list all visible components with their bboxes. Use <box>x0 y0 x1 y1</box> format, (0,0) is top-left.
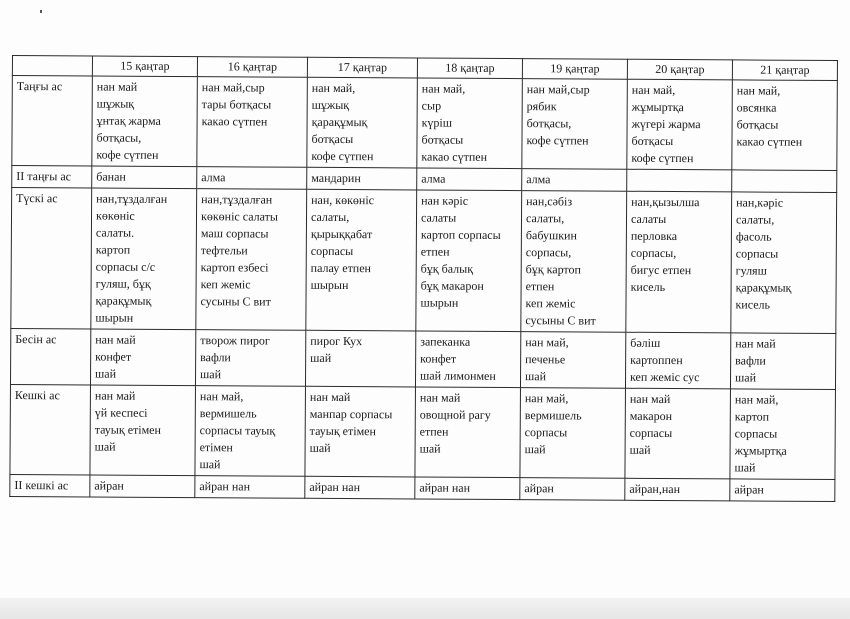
menu-cell <box>730 479 835 502</box>
menu-cell <box>196 189 307 331</box>
menu-cell <box>307 77 418 168</box>
menu-line: шырын <box>95 310 134 325</box>
menu-cell <box>625 388 731 479</box>
menu-line: кеп жеміс сус <box>630 369 700 385</box>
menu-line: какао сүтпен <box>201 114 268 129</box>
menu-line: какао сүтпен <box>736 134 803 149</box>
menu-cell <box>731 192 837 334</box>
menu-line: картоп <box>734 409 770 424</box>
menu-line: сыр <box>421 98 442 113</box>
menu-line: қарақұмық <box>311 114 368 130</box>
menu-cell <box>627 169 732 192</box>
menu-cell <box>415 477 520 500</box>
menu-line: айран <box>94 478 124 493</box>
menu-line: гуляш, бұқ <box>95 276 151 291</box>
menu-line: кофе сүтпен <box>526 133 589 148</box>
menu-line: нан май <box>735 336 776 351</box>
menu-line: вермишель <box>199 406 257 421</box>
menu-line: бабушкин <box>525 228 577 243</box>
menu-line: нан, көкөніс <box>311 192 375 208</box>
menu-line: салаты, <box>525 211 565 226</box>
menu-line: вермишель <box>524 408 582 423</box>
menu-line: қарақұмық <box>735 280 792 295</box>
menu-cell <box>90 385 196 476</box>
menu-line: қырыққабат <box>310 226 373 242</box>
menu-cell <box>305 476 415 499</box>
menu-line: жүгері жарма <box>631 116 701 132</box>
menu-line: бұқ балық <box>420 261 474 276</box>
menu-line: нан май <box>419 390 461 405</box>
menu-line: нан май, <box>734 392 779 407</box>
menu-line: рябик <box>526 99 557 114</box>
menu-cell <box>306 189 417 331</box>
menu-line: тефтельи <box>200 243 248 258</box>
menu-cell <box>730 333 835 390</box>
menu-cell <box>626 191 732 333</box>
menu-line: шұжық <box>96 96 135 111</box>
menu-line: алма <box>421 171 446 186</box>
day-header: 20 қаңтар <box>627 59 732 80</box>
menu-line: қарақұмық <box>95 293 152 308</box>
menu-line: конфет <box>420 351 457 366</box>
menu-line: конфет <box>95 349 132 364</box>
menu-line: картоп сорпасы <box>420 227 501 242</box>
menu-line: сорпасы <box>734 426 778 441</box>
menu-line: шай <box>734 460 756 475</box>
menu-cell <box>417 78 523 169</box>
menu-line: вафли <box>200 350 231 365</box>
menu-cell <box>305 330 415 387</box>
menu-line: тауық етімен <box>94 422 162 437</box>
menu-line: гуляш <box>735 263 767 278</box>
menu-line: сорпасы <box>735 246 779 261</box>
menu-line: нан май, <box>631 82 676 98</box>
menu-line: етімен <box>199 440 233 455</box>
menu-line: шай <box>629 442 651 457</box>
menu-line: сусыны С вит <box>525 313 596 328</box>
menu-line: сусыны С вит <box>200 294 271 309</box>
menu-line: айран,нан <box>629 481 681 497</box>
menu-line: овощной рагу <box>419 407 491 422</box>
menu-line: айран нан <box>309 479 361 495</box>
menu-line: нан май, <box>311 80 356 96</box>
menu-line: салаты <box>420 210 457 225</box>
menu-cell <box>415 387 521 478</box>
menu-line: нан кәріс <box>421 193 469 208</box>
menu-cell <box>732 170 837 193</box>
menu-cell <box>730 389 836 480</box>
menu-line: нан май, <box>421 81 466 96</box>
menu-cell <box>417 168 522 191</box>
menu-line: салаты, <box>735 212 775 227</box>
page-bottom-edge <box>0 598 850 619</box>
meal-row <box>10 328 835 389</box>
menu-line: бәліш <box>630 335 661 350</box>
menu-line: картоппен <box>630 352 683 368</box>
menu-cell <box>521 191 627 333</box>
menu-line: нан май, <box>736 83 781 98</box>
menu-line: шұжық <box>311 97 350 113</box>
menu-line: үй кеспесі <box>94 405 148 420</box>
menu-line: нан май, <box>199 389 244 404</box>
menu-line: печенье <box>525 352 566 367</box>
menu-line: ұнтақ жарма <box>96 113 161 128</box>
menu-cell <box>91 188 197 330</box>
menu-line: нан,қызылша <box>631 194 700 210</box>
menu-line: шай <box>94 439 116 454</box>
weekly-menu-table <box>9 55 838 502</box>
menu-line: шай <box>199 457 221 472</box>
menu-line: нан май,сыр <box>201 80 265 95</box>
day-header: 17 қаңтар <box>307 57 417 78</box>
menu-line: бұқ макарон <box>420 278 484 293</box>
menu-line: шай лимонмен <box>420 368 496 383</box>
menu-cell <box>415 331 520 388</box>
day-header: 16 қаңтар <box>197 57 307 78</box>
menu-line: ботқасы <box>421 132 464 147</box>
menu-line: айран <box>524 481 554 496</box>
menu-line: алма <box>526 172 551 187</box>
menu-line: күріш <box>421 115 453 130</box>
menu-cell <box>305 386 416 477</box>
menu-line: фасоль <box>735 229 772 244</box>
menu-cell <box>92 166 197 189</box>
menu-line: нан,кәріс <box>736 195 784 210</box>
meal-label: Кешкі ас <box>10 384 91 474</box>
meal-label: Таңғы ас <box>12 76 93 166</box>
menu-line: ботқасы <box>736 117 779 132</box>
menu-line: көкөніс <box>95 208 135 223</box>
menu-line: сорпасы тауық <box>199 423 276 438</box>
menu-line: нан май <box>95 332 136 347</box>
menu-line: перловка <box>630 228 678 244</box>
menu-cell <box>195 386 306 477</box>
menu-line: картоп езбесі <box>200 260 269 275</box>
menu-line: салаты. <box>95 225 135 240</box>
menu-line: картоп <box>95 242 131 257</box>
menu-line: нан,тұздалған <box>96 191 168 206</box>
meal-row <box>11 188 837 334</box>
menu-line: шырын <box>420 295 459 310</box>
menu-cell <box>197 77 308 168</box>
meal-label: Бесін ас <box>10 328 90 384</box>
menu-cell <box>625 478 730 501</box>
menu-line: ботқасы, <box>96 130 142 145</box>
menu-line: сорпасы, <box>525 245 572 260</box>
menu-line: жұмыртқа <box>631 99 684 115</box>
menu-cell <box>520 388 626 479</box>
menu-line: шай <box>95 366 117 381</box>
menu-cell <box>90 329 195 386</box>
menu-cell <box>627 79 733 170</box>
day-header: 18 қаңтар <box>417 58 522 79</box>
menu-line: нан май, <box>524 391 569 406</box>
menu-line: жұмыртқа <box>734 443 787 458</box>
menu-line: бұқ картоп <box>525 262 582 277</box>
meal-row <box>12 76 838 171</box>
menu-line: етпен <box>525 279 555 294</box>
menu-cell <box>92 76 198 167</box>
menu-line: кеп жеміс <box>525 296 576 311</box>
menu-cell <box>522 169 627 192</box>
menu-line: палау етпен <box>310 260 372 276</box>
menu-line: салаты, <box>310 209 350 225</box>
menu-line: нан май <box>96 79 138 94</box>
menu-line: какао сүтпен <box>421 149 488 164</box>
menu-cell <box>195 330 305 387</box>
menu-line: кисель <box>735 297 771 312</box>
day-header: 15 қаңтар <box>92 56 197 77</box>
menu-line: нан май <box>309 389 351 405</box>
menu-line: нан,тұздалған <box>201 192 273 207</box>
menu-cell <box>195 476 305 499</box>
menu-line: салаты <box>630 211 667 226</box>
menu-line: пирог Кух <box>310 333 363 349</box>
menu-line: шай <box>200 367 222 382</box>
menu-cell <box>522 79 628 170</box>
menu-cell <box>307 167 417 190</box>
menu-line: овсянка <box>736 100 777 115</box>
meal-row <box>10 384 836 479</box>
day-header: 21 қаңтар <box>732 60 837 81</box>
menu-line: кеп жеміс <box>200 277 251 292</box>
menu-line: шырын <box>310 277 349 293</box>
corner-cell <box>12 56 92 76</box>
menu-line: сорпасы, <box>630 245 677 261</box>
menu-line: сорпасы с/с <box>95 259 156 274</box>
menu-line: творож пирог <box>200 333 270 348</box>
menu-line: алма <box>201 170 226 185</box>
menu-line: ботқасы <box>631 133 674 149</box>
menu-line: сорпасы <box>524 425 568 440</box>
meal-row <box>10 474 835 501</box>
menu-line: шай <box>525 369 547 384</box>
menu-line: мандарин <box>311 170 361 186</box>
menu-cell <box>197 167 307 190</box>
menu-line: шай <box>735 370 757 385</box>
menu-line: банан <box>96 169 126 184</box>
menu-line: айран нан <box>199 479 251 494</box>
menu-line: етпен <box>420 244 450 259</box>
menu-line: айран <box>734 482 764 497</box>
menu-line: тауық етімен <box>309 423 377 439</box>
menu-line: нан май,сыр <box>526 82 590 97</box>
menu-line: кисель <box>630 279 666 294</box>
menu-cell <box>732 80 838 171</box>
menu-line: кофе сүтпен <box>631 150 694 166</box>
menu-line: макарон <box>629 408 673 424</box>
scan-speck <box>40 10 42 13</box>
menu-line: нан,сәбіз <box>526 194 573 209</box>
menu-line: маш сорпасы <box>200 226 269 241</box>
menu-line: етпен <box>419 424 449 439</box>
menu-line: сорпасы <box>310 243 354 259</box>
meal-label: II кешкі ас <box>10 474 90 496</box>
meal-label: Түскі ас <box>11 188 92 329</box>
menu-line: ботқасы, <box>526 116 572 131</box>
menu-cell <box>520 332 625 389</box>
menu-line: нан май <box>94 388 136 403</box>
menu-line: манпар сорпасы <box>309 406 393 422</box>
menu-line: нан май, <box>525 335 569 350</box>
menu-line: сорпасы <box>629 425 673 441</box>
menu-line: вафли <box>735 353 766 368</box>
menu-line: тары ботқасы <box>201 97 272 112</box>
menu-cell <box>90 475 195 498</box>
day-header: 19 қаңтар <box>522 59 627 80</box>
menu-line: көкөніс салаты <box>200 209 279 224</box>
menu-cell <box>520 478 625 501</box>
menu-line: запеканка <box>420 334 471 349</box>
menu-line: нан май <box>629 391 671 407</box>
menu-line: шай <box>524 442 546 457</box>
menu-cell <box>625 332 730 389</box>
menu-line: кофе сүтпен <box>311 148 374 164</box>
menu-cell <box>416 190 522 332</box>
menu-line: шай <box>310 350 332 365</box>
menu-line: ботқасы <box>311 131 354 147</box>
meal-label: II таңғы ас <box>12 166 92 188</box>
menu-line: кофе сүтпен <box>96 147 159 162</box>
menu-line: шай <box>309 440 331 455</box>
menu-line: шай <box>419 441 441 456</box>
menu-line: айран нан <box>419 480 471 495</box>
menu-line: бигус етпен <box>630 262 692 278</box>
